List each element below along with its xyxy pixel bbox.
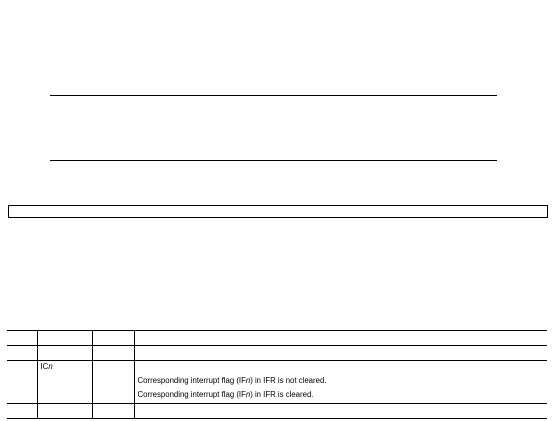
table-header-row (7, 331, 547, 346)
row-description (134, 346, 547, 361)
row-bit (7, 389, 37, 404)
row-field (37, 389, 92, 404)
field-description-table (7, 330, 547, 419)
row-value (92, 361, 134, 376)
row-field (37, 375, 92, 389)
row-description (134, 361, 547, 376)
row-bit (7, 404, 37, 419)
row-field (37, 404, 92, 419)
row-value (92, 404, 134, 419)
note-bottom-rule (50, 160, 497, 161)
row-bit (7, 361, 37, 376)
row-bit (7, 375, 37, 389)
header-value (92, 331, 134, 346)
row-value (92, 375, 134, 389)
table-row (7, 346, 547, 361)
table-row (7, 389, 547, 404)
note-top-rule (50, 95, 497, 96)
row-description: Corresponding interrupt flag (IFn) in IFR is not cleared. (134, 375, 547, 389)
table-row (7, 361, 547, 376)
row-description (134, 404, 547, 419)
header-bit (7, 331, 37, 346)
header-field (37, 331, 92, 346)
row-field (37, 346, 92, 361)
row-field: ICn (37, 361, 92, 376)
row-description: Corresponding interrupt flag (IFn) in IFR is cleared. (134, 389, 547, 404)
table-row (7, 404, 547, 419)
row-value (92, 389, 134, 404)
row-bit (7, 346, 37, 361)
header-description (134, 331, 547, 346)
reserved-upper-field (8, 205, 548, 218)
row-value (92, 346, 134, 361)
table-row (7, 375, 547, 389)
